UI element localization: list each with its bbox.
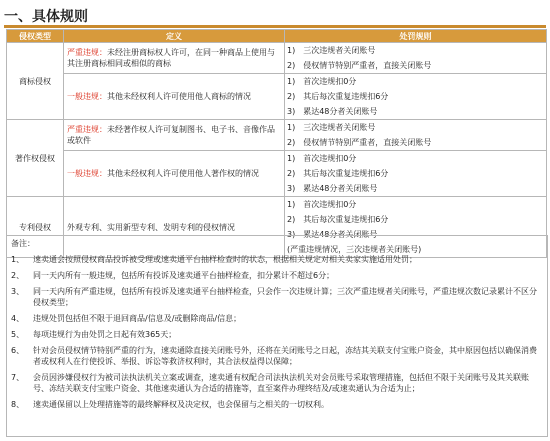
infringement-type: 专利侵权 bbox=[7, 197, 64, 258]
note-item bbox=[11, 372, 543, 394]
table-header-row bbox=[7, 30, 547, 43]
section-heading: 一、具体规则 bbox=[4, 9, 88, 25]
note-text: 速卖通会按照侵权商品投诉被受理或速卖通平台抽样检查时的状态，根据相关规定对相关卖家实施适用处罚； bbox=[33, 255, 417, 264]
definition-text: 外观专利、实用新型专利、发明专利的侵权情况 bbox=[67, 222, 235, 232]
header-definition: 定义 bbox=[64, 30, 285, 43]
penalty-item: 1) 三次违规者关闭账号 bbox=[287, 46, 376, 55]
penalty-item: 2) 侵权情节特别严重者，直接关闭账号 bbox=[287, 138, 432, 147]
penalty-item: 3) 累达48分者关闭账号 bbox=[287, 230, 378, 239]
infringement-type: 商标侵权 bbox=[7, 43, 64, 120]
severity-label: 严重违规： bbox=[67, 125, 107, 134]
note-item bbox=[11, 313, 543, 324]
definition-cell bbox=[64, 43, 285, 74]
severity-label: 严重违规： bbox=[67, 48, 107, 57]
heading-divider bbox=[4, 25, 546, 28]
penalty-item: 3) 累达48分者关闭账号 bbox=[287, 107, 378, 116]
note-number: 2、 bbox=[11, 271, 25, 280]
definition-cell bbox=[64, 120, 285, 151]
table-row bbox=[7, 151, 547, 197]
notes-title: 备注： bbox=[11, 239, 35, 248]
penalty-item: 2) 其后每次重复违规扣6分 bbox=[287, 92, 389, 101]
penalty-cell bbox=[285, 120, 547, 151]
note-text: 违规处罚包括但不限于退回商品/信息及/或删除商品/信息； bbox=[33, 314, 242, 323]
infringement-type: 著作权侵权 bbox=[7, 120, 64, 197]
penalty-item: 1) 首次违规扣0分 bbox=[287, 154, 357, 163]
penalty-item: (严重违规情况，三次违规者关闭账号) bbox=[287, 245, 422, 254]
penalty-cell bbox=[285, 74, 547, 120]
note-number: 1、 bbox=[11, 255, 25, 264]
definition-text: 未经著作权人许可复制图书、电子书、音像作品或软件 bbox=[67, 125, 275, 145]
penalty-cell bbox=[285, 43, 547, 74]
note-text: 同一天内所有严重违规，包括所有投诉及速卖通平台抽样检查，只会作一次违规计算；三次严重违规者关闭账号，严重违规次数记录累计不区分侵权类型； bbox=[33, 287, 537, 307]
definition-cell bbox=[64, 151, 285, 197]
definition-text: 其他未经权利人许可使用他人著作权的情况 bbox=[107, 169, 259, 178]
penalty-item: 1) 首次违规扣0分 bbox=[287, 200, 357, 209]
note-item bbox=[11, 270, 543, 281]
notes-block bbox=[6, 235, 548, 437]
note-text: 同一天内所有一般违规，包括所有投诉及速卖通平台抽样检查，扣分累计不超过6分； bbox=[33, 271, 335, 280]
penalty-item: 2) 其后每次重复违规扣6分 bbox=[287, 215, 389, 224]
note-number: 5、 bbox=[11, 330, 25, 339]
note-item bbox=[11, 286, 543, 308]
note-number: 8、 bbox=[11, 400, 25, 409]
penalty-item: 1) 首次违规扣0分 bbox=[287, 77, 357, 86]
note-item bbox=[11, 345, 543, 367]
penalty-item: 3) 累达48分者关闭账号 bbox=[287, 184, 378, 193]
note-text: 针对会员侵权情节特别严重的行为，速卖通除直接关闭账号外，还将在关闭账号之日起，冻结其关联支付宝账户资金，其中原因包括以确保消费者或权利人在行使投诉、举报、诉讼等救济权利时，其合法权益得以保障； bbox=[33, 346, 537, 366]
note-number: 3、 bbox=[11, 287, 25, 296]
penalty-item: 2) 其后每次重复违规扣6分 bbox=[287, 169, 389, 178]
note-item bbox=[11, 329, 543, 340]
definition-text: 未经注册商标权人许可，在同一种商品上使用与其注册商标相同或相似的商标 bbox=[67, 48, 275, 68]
table-row bbox=[7, 74, 547, 120]
penalty-item: 2) 侵权情节特别严重者，直接关闭账号 bbox=[287, 61, 432, 70]
note-number: 6、 bbox=[11, 346, 25, 355]
table-row bbox=[7, 43, 547, 74]
rules-table bbox=[6, 29, 547, 258]
note-number: 4、 bbox=[11, 314, 25, 323]
penalty-item: 1) 三次违规者关闭账号 bbox=[287, 123, 376, 132]
header-penalty: 处罚规则 bbox=[285, 30, 547, 43]
note-item bbox=[11, 399, 543, 410]
table-row bbox=[7, 120, 547, 151]
header-type: 侵权类型 bbox=[7, 30, 64, 43]
note-text: 每项违规行为由处罚之日起有效365天； bbox=[33, 330, 177, 339]
note-text: 速卖通保留以上处理措施等的最终解释权及决定权，也会保留与之相关的一切权利。 bbox=[33, 400, 329, 409]
severity-label: 一般违规： bbox=[67, 169, 107, 178]
definition-text: 其他未经权利人许可使用他人商标的情况 bbox=[107, 92, 251, 101]
note-item bbox=[11, 254, 543, 265]
penalty-cell bbox=[285, 151, 547, 197]
note-text: 会员因涉嫌侵权行为被司法执法机关立案或调查，速卖通有权配合司法执法机关对会员账号采取管理措施，包括但不限于关闭账号及其关联账号、冻结关联支付宝账户资金、其他速卖通认为合适的措施等，直至案件办理终结及/或速卖通认为合适为止； bbox=[33, 373, 529, 393]
note-number: 7、 bbox=[11, 373, 25, 382]
severity-label: 一般违规： bbox=[67, 92, 107, 101]
definition-cell bbox=[64, 74, 285, 120]
